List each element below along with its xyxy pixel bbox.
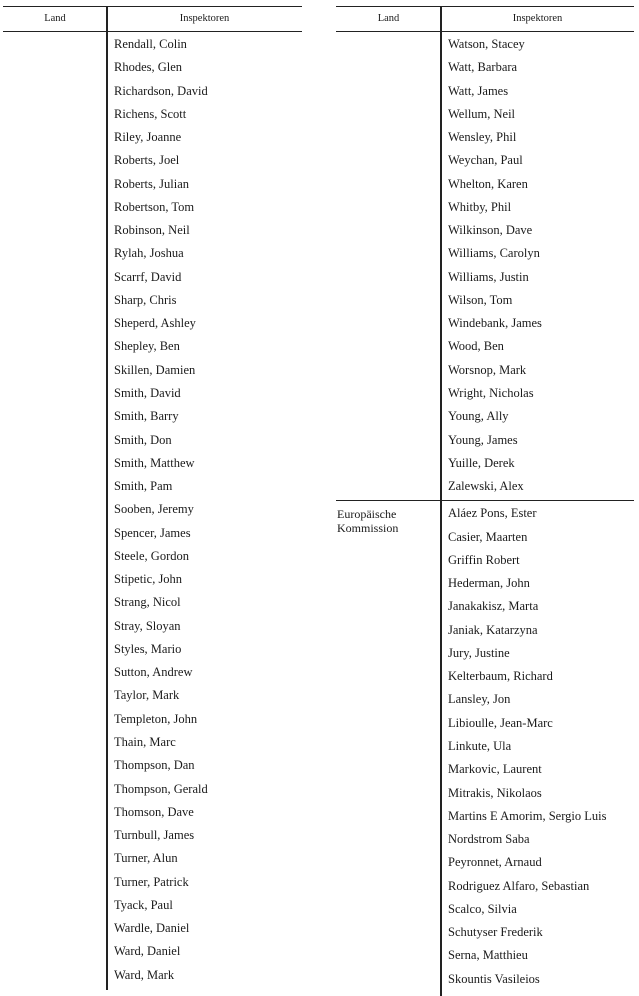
inspector-name: Strang, Nicol <box>114 595 181 610</box>
inspector-name: Robertson, Tom <box>114 199 195 214</box>
inspector-name: Wright, Nicholas <box>448 385 534 400</box>
inspector-name: Ward, Mark <box>114 967 175 982</box>
inspector-name: Wilkinson, Dave <box>448 223 533 238</box>
inspector-name: Ward, Daniel <box>114 944 181 959</box>
inspector-name: Wardle, Daniel <box>114 921 190 936</box>
inspector-name: Zalewski, Alex <box>448 479 524 494</box>
inspector-name: Rylah, Joshua <box>114 246 184 261</box>
table-body <box>3 32 302 987</box>
inspector-name: Smith, Pam <box>114 479 173 494</box>
inspector-name: Smith, Don <box>114 432 172 447</box>
inspector-name: Templeton, John <box>114 711 198 726</box>
inspector-name: Williams, Carolyn <box>448 246 540 261</box>
inspector-name: Williams, Justin <box>448 269 529 284</box>
inspector-name: Linkute, Ula <box>448 738 512 753</box>
column-header-inspectors: Inspektoren <box>512 13 563 24</box>
inspector-name: Rendall, Colin <box>114 37 187 51</box>
country-label: Europäische Kommission <box>337 507 399 536</box>
table-body <box>336 32 634 991</box>
inspector-name: Whitby, Phil <box>448 199 512 214</box>
inspector-name: Skountis Vasileios <box>448 971 540 986</box>
inspector-name: Young, Ally <box>448 409 509 424</box>
inspector-name: Stipetic, John <box>114 572 183 587</box>
inspector-name: Thompson, Gerald <box>114 781 208 796</box>
inspector-name: Robinson, Neil <box>114 223 190 238</box>
inspector-name: Weychan, Paul <box>448 153 523 168</box>
inspector-name: Smith, Barry <box>114 409 179 424</box>
inspector-name: Turner, Alun <box>114 851 178 866</box>
inspector-name: Stray, Sloyan <box>114 618 181 633</box>
inspector-name: Kelterbaum, Richard <box>448 669 553 684</box>
inspector-name: Wensley, Phil <box>448 130 517 145</box>
inspector-name: Spencer, James <box>114 525 191 540</box>
inspector-name: Tyack, Paul <box>114 897 173 912</box>
inspectors-table-right <box>336 6 634 991</box>
inspector-name: Turnbull, James <box>114 828 195 843</box>
country-group <box>3 32 302 987</box>
inspector-name: Sooben, Jeremy <box>114 502 194 517</box>
country-group-european-commission <box>336 501 634 991</box>
inspector-name: Aláez Pons, Ester <box>448 506 537 521</box>
inspector-name: Janiak, Katarzyna <box>448 622 538 637</box>
inspector-name: Griffin Robert <box>448 552 520 567</box>
inspector-name: Thomson, Dave <box>114 804 194 819</box>
inspector-name: Peyronnet, Arnaud <box>448 855 542 870</box>
inspector-name: Thompson, Dan <box>114 758 195 773</box>
inspector-name: Taylor, Mark <box>114 688 180 703</box>
inspector-name: Wood, Ben <box>448 339 504 354</box>
inspector-name: Young, James <box>448 432 518 447</box>
inspector-name: Jury, Justine <box>448 645 510 660</box>
inspector-list <box>114 32 302 987</box>
table-header <box>336 6 634 32</box>
inspector-name: Skillen, Damien <box>114 362 196 377</box>
inspector-name: Hederman, John <box>448 576 530 591</box>
country-group <box>336 32 634 498</box>
inspector-name: Roberts, Joel <box>114 153 180 168</box>
inspector-name: Richens, Scott <box>114 106 187 121</box>
inspector-name: Styles, Mario <box>114 641 182 656</box>
inspector-name: Libioulle, Jean-Marc <box>448 715 553 730</box>
inspector-name: Wilson, Tom <box>448 292 513 307</box>
column-header-inspectors: Inspektoren <box>179 13 230 24</box>
inspector-name: Nordstrom Saba <box>448 832 530 847</box>
inspector-name: Watson, Stacey <box>448 37 525 51</box>
inspector-name: Janakakisz, Marta <box>448 599 539 614</box>
inspector-name: Turner, Patrick <box>114 874 189 889</box>
inspector-name: Worsnop, Mark <box>448 362 527 377</box>
inspector-list <box>448 32 634 498</box>
inspectors-table-left <box>3 6 302 987</box>
inspector-name: Serna, Matthieu <box>448 948 528 963</box>
inspector-name: Smith, Matthew <box>114 455 195 470</box>
inspector-name: Richardson, David <box>114 83 208 98</box>
inspector-name: Shepley, Ben <box>114 339 180 354</box>
column-header-land: Land <box>44 13 66 24</box>
inspector-name: Watt, Barbara <box>448 60 518 75</box>
inspector-name: Scalco, Silvia <box>448 901 517 916</box>
inspector-name: Sheperd, Ashley <box>114 316 196 331</box>
inspector-name: Thain, Marc <box>114 734 176 749</box>
inspector-name: Windebank, James <box>448 316 542 331</box>
inspector-name: Smith, David <box>114 385 181 400</box>
inspector-name: Mitrakis, Nikolaos <box>448 785 542 800</box>
inspector-name: Watt, James <box>448 83 509 98</box>
inspector-name: Whelton, Karen <box>448 176 528 191</box>
inspector-name: Schutyser Frederik <box>448 925 543 940</box>
inspector-name: Sutton, Andrew <box>114 665 193 680</box>
inspector-list <box>448 501 634 991</box>
column-header-land: Land <box>377 13 400 24</box>
inspector-name: Rhodes, Glen <box>114 60 183 75</box>
inspector-name: Roberts, Julian <box>114 176 189 191</box>
inspector-name: Casier, Maarten <box>448 529 528 544</box>
inspector-name: Lansley, Jon <box>448 692 511 707</box>
inspector-name: Riley, Joanne <box>114 130 182 145</box>
inspector-name: Rodriguez Alfaro, Sebastian <box>448 878 590 893</box>
inspector-name: Sharp, Chris <box>114 292 177 307</box>
inspector-name: Martins E Amorim, Sergio Luis <box>448 808 607 823</box>
inspector-name: Scarrf, David <box>114 269 182 284</box>
table-header <box>3 6 302 32</box>
inspector-name: Steele, Gordon <box>114 548 189 563</box>
inspector-name: Wellum, Neil <box>448 106 516 121</box>
inspector-name: Markovic, Laurent <box>448 762 542 777</box>
inspector-name: Yuille, Derek <box>448 455 515 470</box>
